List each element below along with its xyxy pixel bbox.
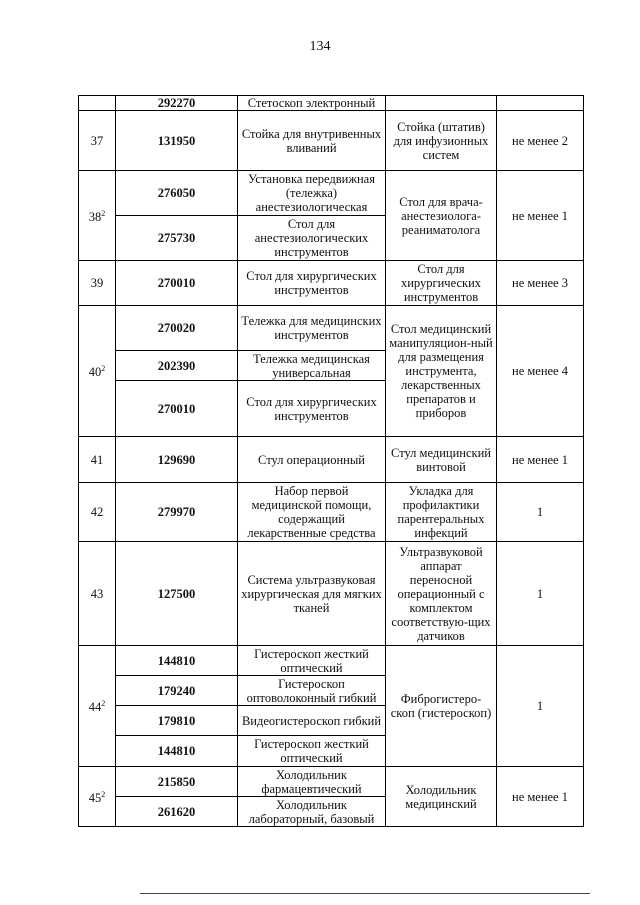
device-name-cell: Набор первой медицинской помощи, содержащий лекарственные средства bbox=[238, 483, 386, 542]
item-cell: Укладка для профилактики парентеральных инфекций bbox=[386, 483, 497, 542]
item-cell: Стол для хирургических инструментов bbox=[386, 261, 497, 306]
code-cell: 131950 bbox=[116, 111, 238, 171]
table-row bbox=[79, 111, 584, 171]
quantity-cell: не менее 1 bbox=[497, 171, 584, 261]
table-row bbox=[79, 437, 584, 483]
item-cell: Фиброгистеро-скоп (гистероскоп) bbox=[386, 646, 497, 767]
code-cell: 144810 bbox=[116, 646, 238, 676]
item-cell: Ультразвуковой аппарат переносной операционный с комплектом соответствую-щих датчиков bbox=[386, 542, 497, 646]
device-name-cell: Гистероскоп жесткий оптический bbox=[238, 646, 386, 676]
row-number-cell: 37 bbox=[79, 111, 116, 171]
device-name-cell: Видеогистероскоп гибкий bbox=[238, 706, 386, 736]
code-cell: 129690 bbox=[116, 437, 238, 483]
table-row bbox=[79, 306, 584, 351]
code-cell: 179810 bbox=[116, 706, 238, 736]
row-number-cell: 42 bbox=[79, 483, 116, 542]
quantity-cell: не менее 3 bbox=[497, 261, 584, 306]
item-cell: Стол медицинский манипуляцион-ный для размещения инструмента, лекарственных препаратов и приборов bbox=[386, 306, 497, 437]
row-number-cell: $44^2$ bbox=[79, 646, 116, 767]
device-name-cell: Стол для хирургических инструментов bbox=[238, 261, 386, 306]
row-number-cell bbox=[79, 96, 116, 111]
quantity-cell bbox=[497, 96, 584, 111]
table-row bbox=[79, 171, 584, 216]
device-name-cell: Тележка для медицинских инструментов bbox=[238, 306, 386, 351]
table-row bbox=[79, 542, 584, 646]
item-cell: Стул медицинский винтовой bbox=[386, 437, 497, 483]
device-name-cell: Установка передвижная (тележка) анестезиологическая bbox=[238, 171, 386, 216]
row-number-cell: 39 bbox=[79, 261, 116, 306]
code-cell: 261620 bbox=[116, 797, 238, 827]
code-cell: 215850 bbox=[116, 767, 238, 797]
code-cell: 276050 bbox=[116, 171, 238, 216]
code-cell: 270010 bbox=[116, 381, 238, 437]
code-cell: 279970 bbox=[116, 483, 238, 542]
code-cell: 292270 bbox=[116, 96, 238, 111]
item-cell: Стол для врача-анестезиолога-реаниматолога bbox=[386, 171, 497, 261]
device-name-cell: Гистероскоп оптоволоконный гибкий bbox=[238, 676, 386, 706]
row-number-cell: 41 bbox=[79, 437, 116, 483]
device-name-cell: Стойка для внутривенных вливаний bbox=[238, 111, 386, 171]
code-cell: 202390 bbox=[116, 351, 238, 381]
row-number-cell: $40^2$ bbox=[79, 306, 116, 437]
device-name-cell: Система ультразвуковая хирургическая для мягких тканей bbox=[238, 542, 386, 646]
device-name-cell: Гистероскоп жесткий оптический bbox=[238, 736, 386, 767]
table-row bbox=[79, 767, 584, 797]
quantity-cell: 1 bbox=[497, 646, 584, 767]
device-name-cell: Холодильник лабораторный, базовый bbox=[238, 797, 386, 827]
quantity-cell: не менее 4 bbox=[497, 306, 584, 437]
table-row bbox=[79, 96, 584, 111]
row-number-cell: $45^2$ bbox=[79, 767, 116, 827]
code-cell: 270020 bbox=[116, 306, 238, 351]
row-number-cell: $38^2$ bbox=[79, 171, 116, 261]
quantity-cell: не менее 2 bbox=[497, 111, 584, 171]
quantity-cell: не менее 1 bbox=[497, 437, 584, 483]
device-name-cell: Стетоскоп электронный bbox=[238, 96, 386, 111]
item-cell: Стойка (штатив) для инфузионных систем bbox=[386, 111, 497, 171]
code-cell: 127500 bbox=[116, 542, 238, 646]
quantity-cell: 1 bbox=[497, 483, 584, 542]
page-number: 134 bbox=[309, 39, 331, 54]
quantity-cell: 1 bbox=[497, 542, 584, 646]
row-number-cell: 43 bbox=[79, 542, 116, 646]
code-cell: 179240 bbox=[116, 676, 238, 706]
table-row bbox=[79, 646, 584, 676]
device-name-cell: Стол для анестезиологических инструментов bbox=[238, 216, 386, 261]
bottom-divider bbox=[140, 893, 590, 894]
table-row bbox=[79, 483, 584, 542]
item-cell bbox=[386, 96, 497, 111]
device-name-cell: Стол для хирургических инструментов bbox=[238, 381, 386, 437]
device-name-cell: Тележка медицинская универсальная bbox=[238, 351, 386, 381]
code-cell: 275730 bbox=[116, 216, 238, 261]
device-name-cell: Стул операционный bbox=[238, 437, 386, 483]
equipment-table bbox=[78, 95, 584, 827]
table-row bbox=[79, 261, 584, 306]
device-name-cell: Холодильник фармацевтический bbox=[238, 767, 386, 797]
quantity-cell: не менее 1 bbox=[497, 767, 584, 827]
code-cell: 144810 bbox=[116, 736, 238, 767]
item-cell: Холодильник медицинский bbox=[386, 767, 497, 827]
code-cell: 270010 bbox=[116, 261, 238, 306]
